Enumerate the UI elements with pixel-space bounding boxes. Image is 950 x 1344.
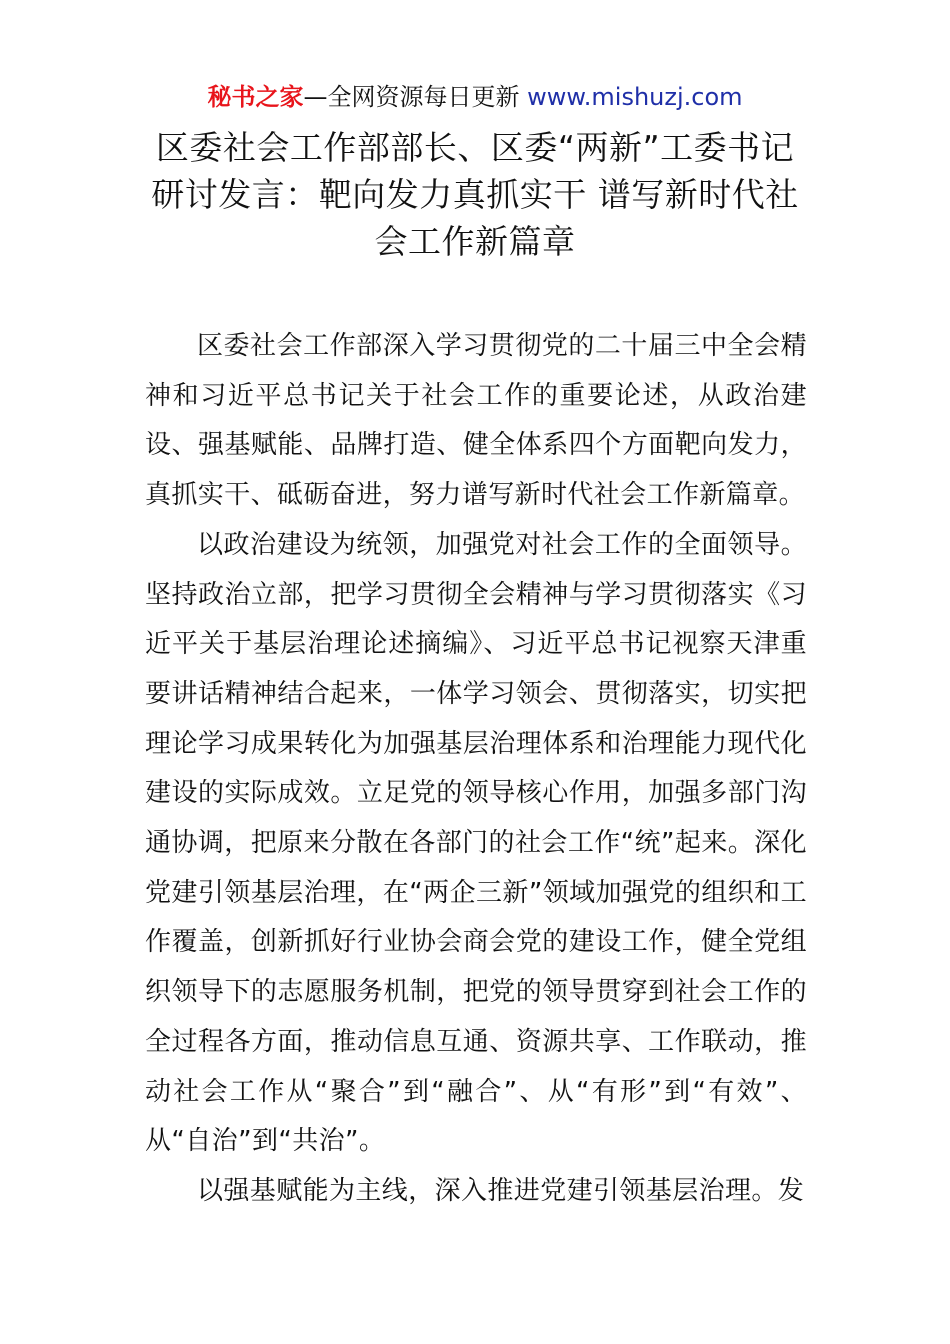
document-title: 区委社会工作部部长、区委“两新”工委书记研讨发言：靶向发力真抓实干 谱写新时代社会工作新篇章 xyxy=(151,128,799,261)
header-tagline: —全网资源每日更新 xyxy=(303,83,528,111)
site-header xyxy=(0,80,950,114)
paragraph: 区委社会工作部深入学习贯彻党的二十届三中全会精神和习近平总书记关于社会工作的重要论述，从政治建设、强基赋能、品牌打造、健全体系四个方面靶向发力，真抓实干、砥砺奋进，努力谱写新时代社会工作新篇章。 xyxy=(145,331,807,511)
site-url-link[interactable]: www.mishuzj.com xyxy=(527,83,743,111)
paragraph: 以强基赋能为主线，深入推进党建引领基层治理。发 xyxy=(197,1175,805,1206)
paragraph: 以政治建设为统领，加强党对社会工作的全面领导。坚持政治立部，把学习贯彻全会精神与学习贯彻落实《习近平关于基层治理论述摘编》、习近平总书记视察天津重要讲话精神结合起来，一体学习领会、贯彻落实，切实把理论学习成果转化为加强基层治理体系和治理能力现代化建设的实际成效。立足党的领导核心作用，加强多部门沟通协调，把原来分散在各部门的社会工作“统”起来。深化党建引领基层治理，在“两企三新”领域加强党的组织和工作覆盖，创新抓好行业协会商会党的建设工作，健全党组织领导下的志愿服务机制，把党的领导贯穿到社会工作的全过程各方面，推动信息互通、资源共享、工作联动，推动社会工作从“聚合”到“融合”、从“有形”到“有效”、从“自治”到“共治”。 xyxy=(145,529,807,1157)
brand-name: 秘书之家 xyxy=(207,83,304,111)
document-body xyxy=(145,322,807,1217)
